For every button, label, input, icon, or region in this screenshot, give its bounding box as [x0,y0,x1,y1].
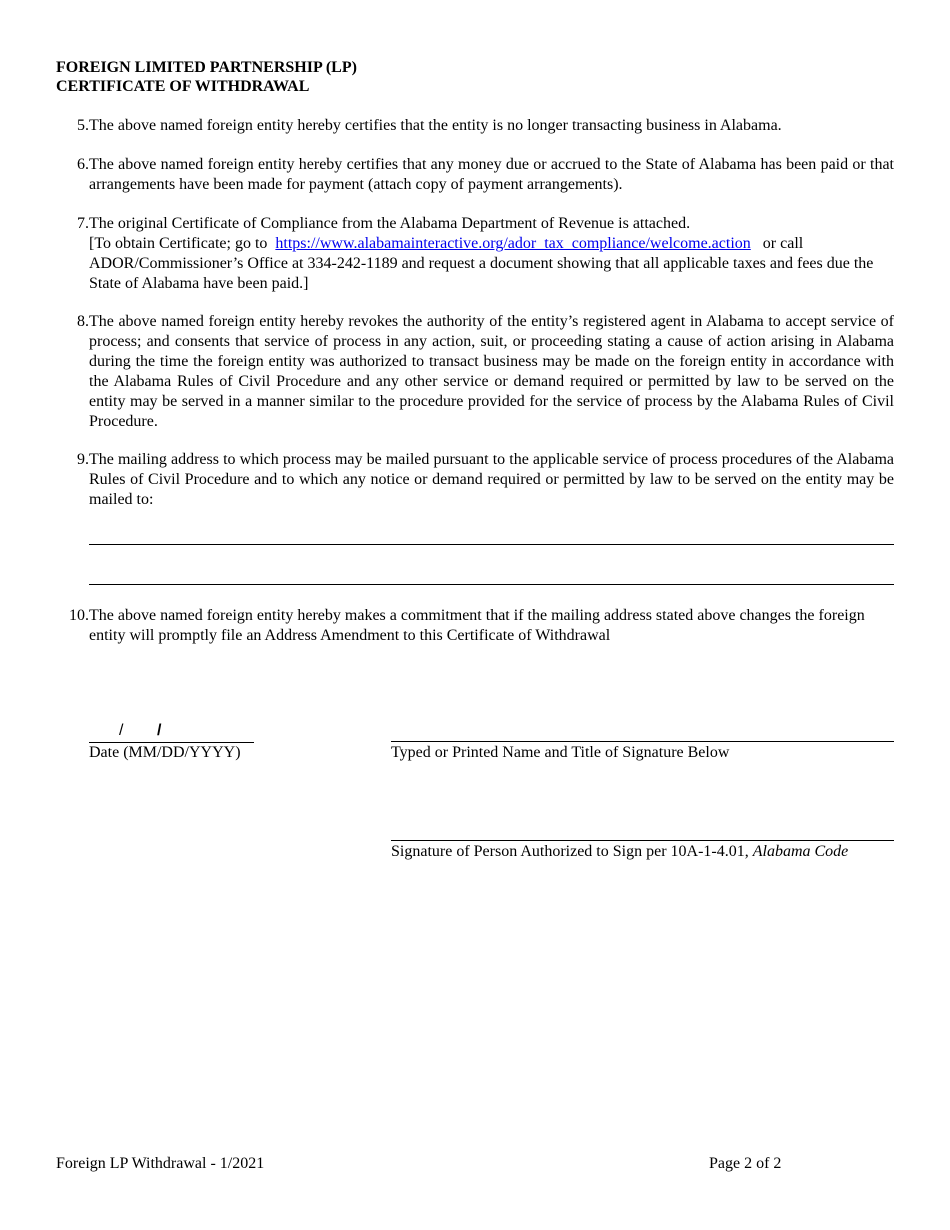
signature-line[interactable] [391,840,894,841]
date-field[interactable] [89,720,254,743]
item-9 [56,450,894,510]
mailing-address-line-1[interactable] [89,544,894,545]
form-header [56,58,357,96]
item-5 [56,116,894,136]
signature-label-code: Alabama Code [752,843,849,860]
footer-form-id: Foreign LP Withdrawal - 1/2021 [56,1155,265,1172]
item-text: The mailing address to which process may be mailed pursuant to the applicable service of process procedures of the Alabama Rules of Civil Procedure and to which any notice or demand required or permitted by law to be served on the entity may be mailed to: [89,451,894,508]
item-8 [56,312,894,432]
date-label: Date (MM/DD/YYYY) [89,744,241,761]
signature-label-text: Signature of Person Authorized to Sign per 10A-1-4.01, [391,843,749,860]
name-title-line[interactable] [391,741,894,742]
item-text: The original Certificate of Compliance from the Alabama Department of Revenue is attached. [89,215,691,232]
item-6 [56,155,894,195]
form-title-line-2: CERTIFICATE OF WITHDRAWAL [56,78,310,95]
date-separator: / [157,722,162,739]
instructions-suffix: or call ADOR/Commissioner’s Office at 334-242-1189 and request a document showing that all applicable taxes and fees due the State of Alabama have been paid.] [89,235,874,292]
form-title-line-1: FOREIGN LIMITED PARTNERSHIP (LP) [56,59,357,76]
item-10 [56,606,894,646]
instructions-prefix: [To obtain Certificate; go to [89,235,268,252]
item-7 [56,214,894,294]
certificate-instructions [89,234,894,294]
name-title-label: Typed or Printed Name and Title of Signature Below [391,744,730,761]
item-number: 6. [77,156,89,173]
item-number: 9. [77,451,89,468]
item-text: The above named foreign entity hereby revokes the authority of the entity’s registered agent in Alabama to accept service of process; and consents that service of process in any action, suit, or proceeding stating a cause of action arising in Alabama during the time the foreign entity was authorized to transact business may be made on the foreign entity in accordance with the Alabama Rules of Civil Procedure and any other service or demand required or permitted by law to be served on the entity may be served in a manner similar to the procedure provided for the service of process by the Alabama Rules of Civil Procedure. [89,313,894,430]
date-separator: / [119,722,124,739]
item-text: The above named foreign entity hereby certifies that any money due or accrued to the State of Alabama has been paid or that arrangements have been made for payment (attach copy of payment arrangements). [89,156,894,193]
item-number: 8. [77,313,89,330]
mailing-address-line-2[interactable] [89,584,894,585]
item-number: 7. [77,215,89,232]
item-number: 10. [69,607,89,624]
item-text: The above named foreign entity hereby makes a commitment that if the mailing address stated above changes the foreign entity will promptly file an Address Amendment to this Certificate of Withdrawal [89,607,865,644]
signature-label [391,842,848,862]
tax-compliance-link[interactable]: https://www.alabamainteractive.org/ador_tax_compliance/welcome.action [275,235,751,252]
footer-page-number: Page 2 of 2 [709,1155,782,1172]
item-text: The above named foreign entity hereby certifies that the entity is no longer transacting business in Alabama. [89,117,782,134]
item-number: 5. [77,117,89,134]
